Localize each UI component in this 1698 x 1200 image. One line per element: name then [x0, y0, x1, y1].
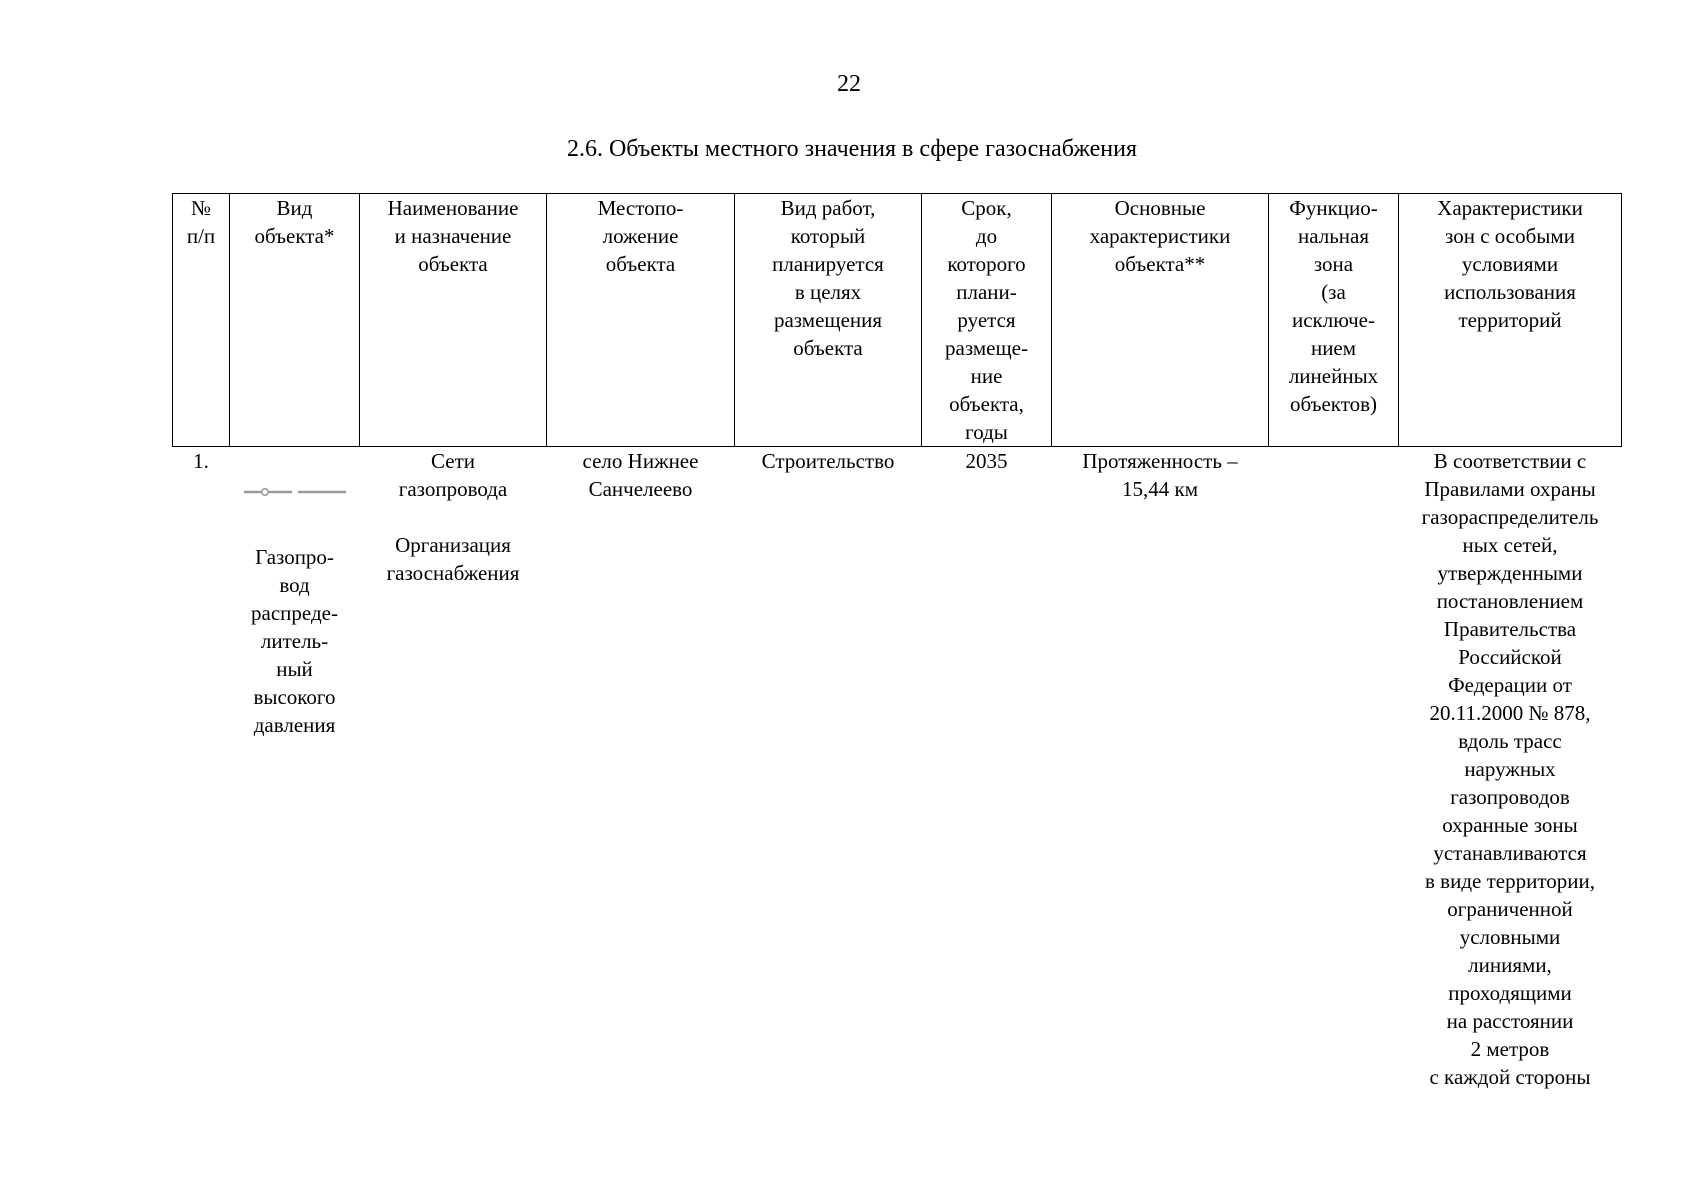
row-work-type: Строительство	[761, 449, 895, 473]
gas-objects-table	[172, 193, 1622, 1091]
row-object-name-cell	[360, 447, 547, 1092]
row-zone-characteristics: В соответствии с Правилами охраны газораспределитель ных сетей, утвержденными постановлением Правительства Российской Федерации от 20.11.2000 № 878, вдоль трасс наружных газопроводов охранные зоны устанавливаются в виде территории, ограниченной условными линиями, проходящими на расстоянии 2 метров с каждой стороны	[1421, 449, 1599, 1089]
table-row	[173, 447, 1622, 1092]
row-functional-zone	[1269, 447, 1399, 1092]
header-object-type: Вид объекта*	[230, 194, 360, 447]
row-number: 1.	[193, 449, 209, 473]
header-work-type: Вид работ, который планируется в целях размещения объекта	[735, 194, 922, 447]
header-functional-zone: Функцио- нальная зона (за исключе- нием линейных объектов)	[1269, 194, 1399, 447]
gas-pipeline-symbol-icon	[244, 487, 346, 497]
table-header-row	[173, 194, 1622, 447]
row-object-purpose: Организация газоснабжения	[386, 533, 520, 585]
section-title: 2.6. Объекты местного значения в сфере газоснабжения	[566, 136, 1138, 162]
row-deadline: 2035	[965, 449, 1008, 473]
page-number: 22	[837, 71, 861, 97]
row-location: село Нижнее Санчелеево	[582, 449, 699, 501]
header-number: № п/п	[173, 194, 230, 447]
header-location: Местопо- ложение объекта	[547, 194, 735, 447]
header-object-name: Наименование и назначение объекта	[360, 194, 547, 447]
row-characteristics: Протяженность – 15,44 км	[1082, 449, 1238, 501]
row-object-type: Газопро- вод распреде- литель- ный высокого давления	[251, 545, 338, 737]
row-object-name: Сети газопровода	[398, 449, 508, 501]
row-object-type-cell	[230, 447, 360, 1092]
header-characteristics: Основные характеристики объекта**	[1052, 194, 1269, 447]
header-zone-characteristics: Характеристики зон с особыми условиями использования территорий	[1399, 194, 1622, 447]
header-deadline: Срок, до которого плани- руется размеще- ние объекта, годы	[922, 194, 1052, 447]
